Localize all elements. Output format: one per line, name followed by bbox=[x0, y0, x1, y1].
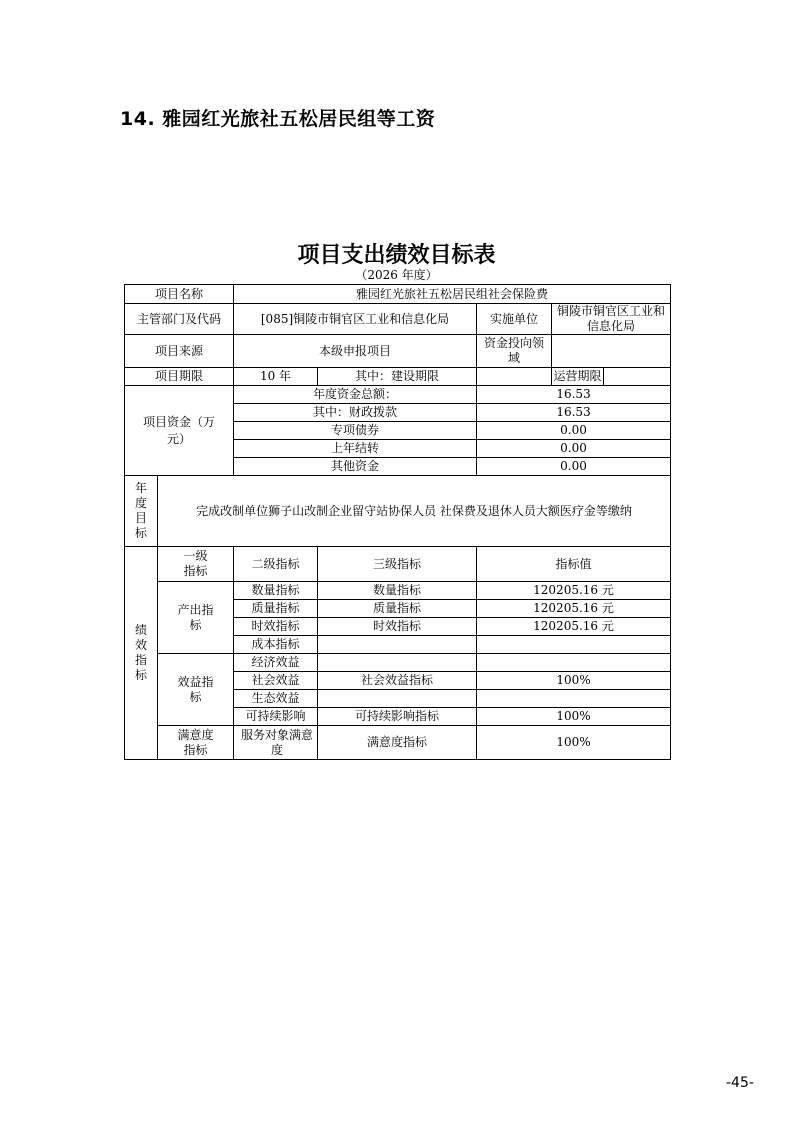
row-project-name bbox=[125, 285, 671, 304]
output-l3: 质量指标 bbox=[318, 600, 477, 618]
table-title: 项目支出绩效目标表 bbox=[297, 243, 496, 268]
indicators-label: 绩效指标 bbox=[125, 547, 158, 760]
project-name-label: 项目名称 bbox=[125, 285, 234, 304]
output-value bbox=[477, 636, 671, 654]
output-label: 产出指标 bbox=[158, 582, 234, 654]
build-period-value bbox=[477, 368, 552, 386]
row-effect-economic bbox=[125, 654, 671, 672]
row-annual-goal bbox=[125, 476, 671, 547]
output-l3: 数量指标 bbox=[318, 582, 477, 600]
header-level1: 一级指标 bbox=[158, 547, 234, 582]
funds-label: 项目资金（万元） bbox=[125, 386, 234, 476]
effect-value: 100% bbox=[477, 708, 671, 726]
output-value: 120205.16 元 bbox=[477, 618, 671, 636]
header-value: 指标值 bbox=[477, 547, 671, 582]
effect-label: 效益指标 bbox=[158, 654, 234, 726]
funds-carryover-value: 0.00 bbox=[477, 440, 671, 458]
direction-value bbox=[552, 335, 671, 368]
effect-l3 bbox=[318, 654, 477, 672]
output-l2: 质量指标 bbox=[234, 600, 318, 618]
funds-fiscal-value: 16.53 bbox=[477, 404, 671, 422]
goal-value: 完成改制单位狮子山改制企业留守站协保人员 社保费及退休人员大额医疗金等缴纳 bbox=[158, 476, 671, 547]
effect-l2: 生态效益 bbox=[234, 690, 318, 708]
effect-value bbox=[477, 654, 671, 672]
effect-l2: 社会效益 bbox=[234, 672, 318, 690]
row-department bbox=[125, 304, 671, 335]
dept-value: [085]铜陵市铜官区工业和信息化局 bbox=[234, 304, 477, 335]
output-l2: 成本指标 bbox=[234, 636, 318, 654]
impl-value: 铜陵市铜官区工业和信息化局 bbox=[552, 304, 671, 335]
funds-carryover-label: 上年结转 bbox=[234, 440, 477, 458]
funds-total-label: 年度资金总额： bbox=[234, 386, 477, 404]
period-value: 10 年 bbox=[234, 368, 318, 386]
project-name-value: 雅园红光旅社五松居民组社会保险费 bbox=[234, 285, 671, 304]
row-funds-total bbox=[125, 386, 671, 404]
funds-other-value: 0.00 bbox=[477, 458, 671, 476]
goal-label: 年度目标 bbox=[125, 476, 158, 547]
output-l3 bbox=[318, 636, 477, 654]
source-label: 项目来源 bbox=[125, 335, 234, 368]
satisfaction-l3: 满意度指标 bbox=[318, 726, 477, 760]
effect-l3 bbox=[318, 690, 477, 708]
funds-other-label: 其他资金 bbox=[234, 458, 477, 476]
build-period-label: 其中：建设期限 bbox=[318, 368, 477, 386]
satisfaction-value: 100% bbox=[477, 726, 671, 760]
period-label: 项目期限 bbox=[125, 368, 234, 386]
row-satisfaction bbox=[125, 726, 671, 760]
satisfaction-l2: 服务对象满意度 bbox=[234, 726, 318, 760]
ops-period-cell bbox=[552, 368, 671, 386]
satisfaction-label: 满意度指标 bbox=[158, 726, 234, 760]
page-number: -45- bbox=[726, 1075, 754, 1091]
performance-target-table bbox=[124, 284, 671, 760]
direction-label: 资金投向领域 bbox=[477, 335, 552, 368]
funds-bonds-label: 专项债券 bbox=[234, 422, 477, 440]
row-period bbox=[125, 368, 671, 386]
row-source bbox=[125, 335, 671, 368]
effect-l2: 经济效益 bbox=[234, 654, 318, 672]
row-output-quantity bbox=[125, 582, 671, 600]
output-value: 120205.16 元 bbox=[477, 600, 671, 618]
effect-l3: 可持续影响指标 bbox=[318, 708, 477, 726]
source-value: 本级申报项目 bbox=[234, 335, 477, 368]
header-level2: 二级指标 bbox=[234, 547, 318, 582]
section-heading: 14. 雅园红光旅社五松居民组等工资 bbox=[120, 108, 436, 130]
output-l2: 数量指标 bbox=[234, 582, 318, 600]
ops-period-value bbox=[603, 368, 670, 385]
funds-total-value: 16.53 bbox=[477, 386, 671, 404]
output-value: 120205.16 元 bbox=[477, 582, 671, 600]
effect-value: 100% bbox=[477, 672, 671, 690]
output-l2: 时效指标 bbox=[234, 618, 318, 636]
header-level3: 三级指标 bbox=[318, 547, 477, 582]
funds-fiscal-label: 其中：财政拨款 bbox=[234, 404, 477, 422]
effect-l2: 可持续影响 bbox=[234, 708, 318, 726]
funds-bonds-value: 0.00 bbox=[477, 422, 671, 440]
effect-value bbox=[477, 690, 671, 708]
impl-label: 实施单位 bbox=[477, 304, 552, 335]
output-l3: 时效指标 bbox=[318, 618, 477, 636]
ops-period-label: 运营期限 bbox=[553, 369, 602, 383]
table-year: （2026 年度） bbox=[355, 268, 438, 282]
row-indicator-header bbox=[125, 547, 671, 582]
effect-l3: 社会效益指标 bbox=[318, 672, 477, 690]
dept-label: 主管部门及代码 bbox=[125, 304, 234, 335]
